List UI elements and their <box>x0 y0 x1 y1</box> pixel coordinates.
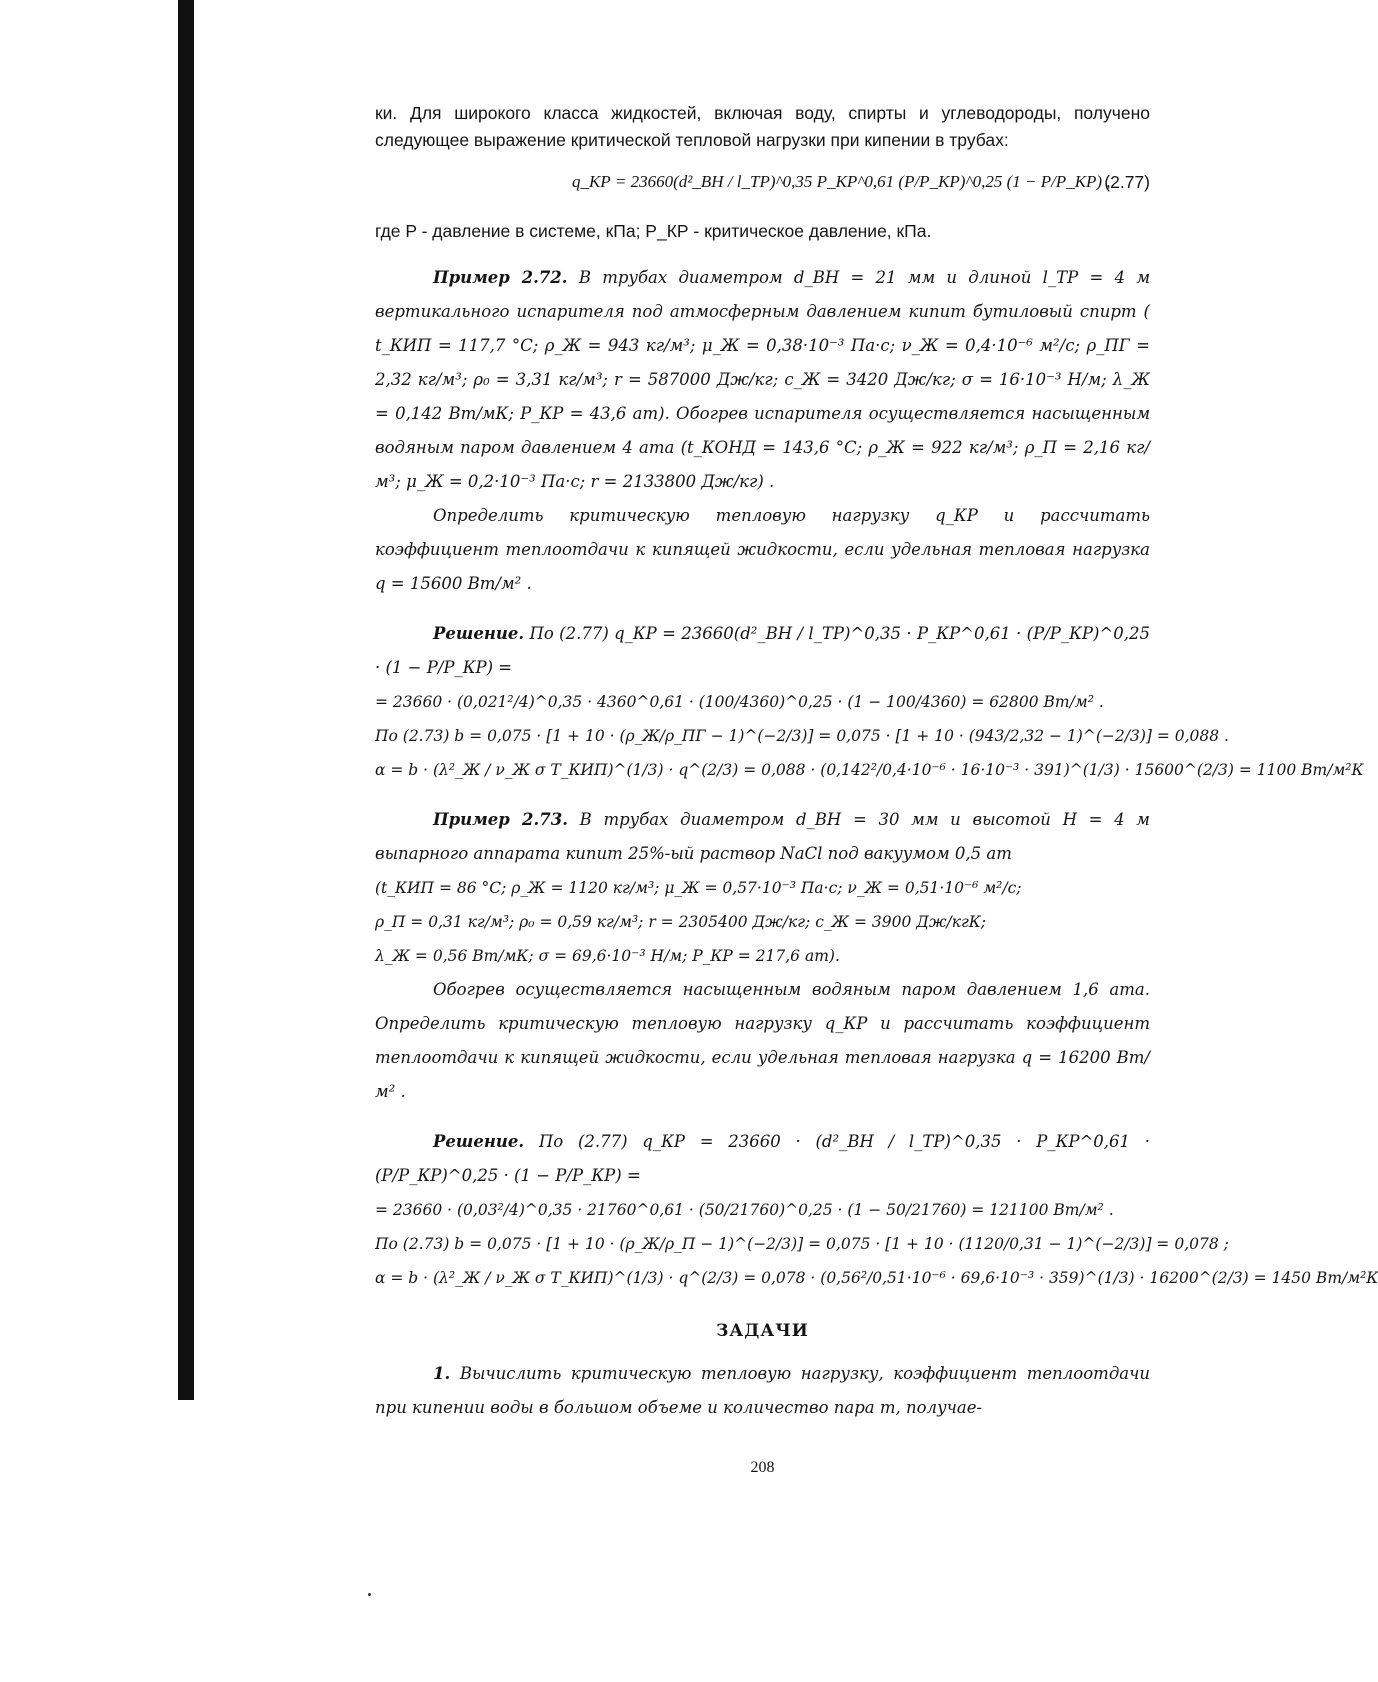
example-72-solution-head <box>375 617 1150 685</box>
example-72-task: Определить критическую тепловую нагрузку q_КР и рассчитать коэффициент теплоотдачи к кипящей жидкости, если удельная тепловая нагрузка q = 15600 Вт/м² . <box>375 506 1150 593</box>
example-73-solution-line-3: По (2.73) b = 0,075 · [1 + 10 · (ρ_Ж/ρ_П − 1)^(−2/3)] = 0,075 · [1 + 10 · (1120/0,31 − 1)^(−2/3)] = 0,078 ; <box>375 1235 1229 1253</box>
example-73-solution-label: Решение. <box>433 1132 525 1151</box>
example-72-line-2: ρ_ПГ = 2,32 кг/м³; ρ₀ = 3,31 кг/м³; r = 587000 Дж/кг; c_Ж = 3420 Дж/кг; σ = 16·10⁻³ Н/м; λ_Ж = 0,142 Вт/мК; P_КР = 43,6 ат). Обогрев испарителя осуществляется насыщенным водяным паром давлением 4 ата (t_КОНД = 143,6 °C; ρ_Ж = 922 кг/м³; <box>375 336 1150 457</box>
example-73-solution-line-1: По (2.77) q_КР = 23660 · (d²_ВН / l_ТР)^0,35 · P_КР^0,61 · (P/P_КР)^0,25 · (1 − P/P_КР) = <box>375 1132 1150 1185</box>
task-1-number: 1. <box>433 1364 451 1383</box>
example-72-line-3: ρ_П = 2,16 кг/м³; μ_Ж = 0,2·10⁻³ Па·с; r = 2133800 Дж/кг) . <box>375 438 1151 491</box>
page-number: 208 <box>750 1459 775 1476</box>
tasks-heading: ЗАДАЧИ <box>716 1321 809 1341</box>
example-73-line-4: λ_Ж = 0,56 Вт/мК; σ = 69,6·10⁻³ Н/м; P_КР = 217,6 ат). <box>375 947 840 965</box>
equation-row <box>375 162 1150 208</box>
example-72-solution-label: Решение. <box>433 624 525 643</box>
equation-number: (2.77) <box>1104 172 1150 192</box>
task-1 <box>375 1357 1150 1425</box>
scan-speck <box>368 1593 371 1596</box>
example-72-solution-line-2: = 23660 · (0,021²/4)^0,35 · 4360^0,61 · (100/4360)^0,25 · (1 − 100/4360) = 62800 Вт/м² . <box>375 693 1104 711</box>
example-72-solution-line-4: α = b · (λ²_Ж / ν_Ж σ T_КИП)^(1/3) · q^(2/3) = 0,088 · (0,142²/0,4·10⁻⁶ · 16·10⁻³ · 391)^(1/3) · 15600^(2/3) = 1100 Вт/м²К <box>375 761 1364 779</box>
task-1-text: Вычислить критическую тепловую нагрузку, коэффициент теплоотдачи при кипении воды в большом объеме и количество пара m, получае- <box>375 1364 1151 1417</box>
where-clause: где P - давление в системе, кПа; P_КР - критическое давление, кПа. <box>375 221 932 241</box>
example-72-solution-line-3: По (2.73) b = 0,075 · [1 + 10 · (ρ_Ж/ρ_ПГ − 1)^(−2/3)] = 0,075 · [1 + 10 · (943/2,32 − 1)^(−2/3)] = 0,088 . <box>375 727 1229 745</box>
example-73-label: Пример 2.73. <box>433 810 568 829</box>
example-72-label: Пример 2.72. <box>433 268 568 287</box>
example-73-solution-line-4: α = b · (λ²_Ж / ν_Ж σ T_КИП)^(1/3) · q^(2/3) = 0,078 · (0,56²/0,51·10⁻⁶ · 69,6·10⁻³ · 359)^(1/3) · 16200^(2/3) = 1450 Вт/м²К <box>375 1269 1378 1287</box>
example-72-line-1: В трубах диаметром d_ВН = 21 мм и длиной l_ТР = 4 м вертикального испарителя под атмосферным давлением кипит бутиловый спирт ( t_КИП = 117,7 °C; ρ_Ж = 943 кг/м³; μ_Ж = 0,38·10⁻³ Па·с; ν_Ж = 0,4·10⁻⁶ м²/с; <box>375 268 1150 355</box>
example-73-task: Обогрев осуществляется насыщенным водяным паром давлением 1,6 ата. Определить критическую тепловую нагрузку q_КР и рассчитать коэффициент теплоотдачи к кипящей жидкости, если удельная тепловая нагрузка q = 16200 Вт/м² . <box>375 980 1150 1101</box>
example-72-solution-line-1: По (2.77) q_КР = 23660(d²_ВН / l_ТР)^0,35 · P_КР^0,61 · (P/P_КР)^0,25 · (1 − P/P_КР) = <box>375 624 1150 677</box>
example-73-solution-head <box>375 1125 1150 1193</box>
equation-2-77: q_КР = 23660(d²_ВН / l_ТР)^0,35 P_КР^0,61 (P/P_КР)^0,25 (1 − P/P_КР) , <box>572 172 1111 191</box>
example-73-line-2: (t_КИП = 86 °C; ρ_Ж = 1120 кг/м³; μ_Ж = 0,57·10⁻³ Па·с; ν_Ж = 0,51·10⁻⁶ м²/с; <box>375 879 1022 897</box>
example-73-line-3: ρ_П = 0,31 кг/м³; ρ₀ = 0,59 кг/м³; r = 2305400 Дж/кг; c_Ж = 3900 Дж/кгК; <box>375 913 987 931</box>
example-72-body <box>375 261 1150 499</box>
example-73-solution-line-2: = 23660 · (0,03²/4)^0,35 · 21760^0,61 · (50/21760)^0,25 · (1 − 50/21760) = 121100 Вт/м² . <box>375 1201 1114 1219</box>
binding-shadow <box>178 0 194 1400</box>
example-73-line-1: В трубах диаметром d_ВН = 30 мм и высотой H = 4 м выпарного аппарата кипит 25%-ый раствор NaCl под вакуумом 0,5 ат <box>375 810 1150 863</box>
page-content <box>375 100 1378 1477</box>
intro-paragraph: ки. Для широкого класса жидкостей, включая воду, спирты и углеводороды, получено следующее выражение критической тепловой нагрузки при кипении в трубах: <box>375 103 1150 150</box>
example-73-body <box>375 803 1150 871</box>
